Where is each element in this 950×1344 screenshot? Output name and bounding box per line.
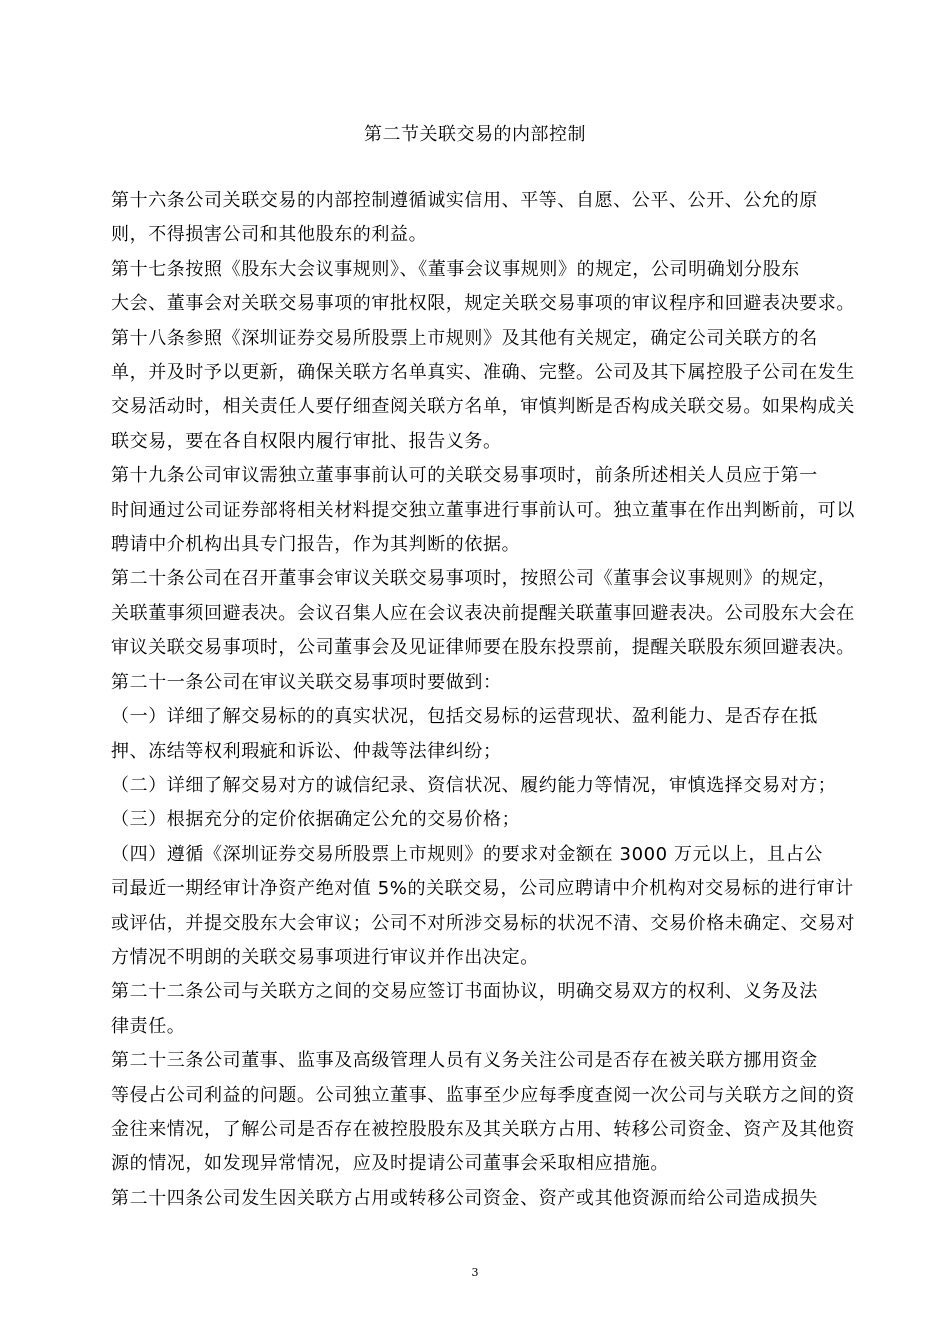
paragraph-first-line: 第二十二条公司与关联方之间的交易应签订书面协议，明确交易双方的权利、义务及法 — [111, 981, 818, 1003]
paragraph — [111, 1182, 887, 1216]
paragraph-line: 大会、董事会对关联交易事项的审批权限，规定关联交易事项的审议程序和回避表决要求。 — [111, 293, 855, 315]
section-title: 第二节关联交易的内部控制 — [364, 124, 586, 145]
paragraph-line: 等侵占公司利益的问题。公司独立董事、监事至少应每季度查阅一次公司与关联方之间的资 — [111, 1084, 855, 1106]
paragraph — [111, 184, 887, 253]
paragraph — [111, 769, 887, 803]
paragraph-first-line: 第十七条按照《股东大会议事规则》、《董事会议事规则》的规定，公司明确划分股东 — [111, 258, 800, 280]
paragraph — [111, 322, 887, 460]
paragraph-first-line: 第十九条公司审议需独立董事事前认可的关联交易事项时，前条所述相关人员应于第一 — [111, 465, 818, 487]
paragraph-line: 关联董事须回避表决。会议召集人应在会议表决前提醒关联董事回避表决。公司股东大会在 — [111, 602, 855, 624]
paragraph — [111, 803, 887, 837]
paragraph-line: 方情况不明朗的关联交易事项进行审议并作出决定。 — [111, 946, 539, 968]
paragraph-first-line: （三）根据充分的定价依据确定公允的交易价格； — [111, 809, 521, 831]
paragraph — [111, 666, 887, 700]
paragraph-first-line: （四）遵循《深圳证券交易所股票上市规则》的要求对金额在 3000 万元以上，且占公 — [111, 843, 823, 865]
paragraph-first-line: 第二十条公司在召开董事会审议关联交易事项时，按照公司《董事会议事规则》的规定， — [111, 568, 837, 590]
paragraph-line: 审议关联交易事项时，公司董事会及见证律师要在股东投票前，提醒关联股东须回避表决。 — [111, 637, 855, 659]
paragraph-first-line: 第十八条参照《深圳证券交易所股票上市规则》及其他有关规定，确定公司关联方的名 — [111, 327, 818, 349]
paragraph-line: 源的情况，如发现异常情况，应及时提请公司董事会采取相应措施。 — [111, 1153, 669, 1175]
paragraph-first-line: （一）详细了解交易标的的真实状况，包括交易标的运营现状、盈利能力、是否存在抵 — [111, 706, 818, 728]
paragraph-line: 交易活动时，相关责任人要仔细查阅关联方名单，审慎判断是否构成关联交易。如果构成关 — [111, 396, 855, 418]
paragraph — [111, 562, 887, 665]
paragraph-line: 聘请中介机构出具专门报告，作为其判断的依据。 — [111, 534, 521, 556]
paragraph — [111, 459, 887, 562]
paragraph-line: 律责任。 — [111, 1015, 186, 1037]
paragraph-first-line: 第二十三条公司董事、监事及高级管理人员有义务关注公司是否存在被关联方挪用资金 — [111, 1050, 818, 1072]
paragraph — [111, 1044, 887, 1182]
paragraph — [111, 253, 887, 322]
paragraph-first-line: 第十六条公司关联交易的内部控制遵循诚实信用、平等、自愿、公平、公开、公允的原 — [111, 190, 818, 211]
paragraph-line: 司最近一期经审计净资产绝对值 5%的关联交易，公司应聘请中介机构对交易标的进行审计 — [111, 878, 854, 900]
paragraph-first-line: 第二十四条公司发生因关联方占用或转移公司资金、资产或其他资源而给公司造成损失 — [111, 1187, 818, 1209]
page-number: 3 — [471, 1266, 479, 1279]
paragraph-line: 押、冻结等权利瑕疵和诉讼、仲裁等法律纠纷； — [111, 740, 502, 762]
paragraph-line: 时间通过公司证券部将相关材料提交独立董事进行事前认可。独立董事在作出判断前，可以 — [111, 499, 855, 521]
paragraph — [111, 700, 887, 769]
paragraph-line: 金往来情况，了解公司是否存在被控股股东及其关联方占用、转移公司资金、资产及其他资 — [111, 1118, 855, 1140]
paragraph — [111, 975, 887, 1044]
paragraph — [111, 838, 887, 976]
document-body — [111, 184, 887, 1216]
paragraph-line: 单，并及时予以更新，确保关联方名单真实、准确、完整。公司及其下属控股子公司在发生 — [111, 362, 855, 384]
paragraph-first-line: （二）详细了解交易对方的诚信纪录、资信状况、履约能力等情况，审慎选择交易对方； — [111, 774, 837, 796]
paragraph-line: 或评估，并提交股东大会审议；公司不对所涉交易标的状况不清、交易价格未确定、交易对 — [111, 912, 855, 934]
paragraph-line: 联交易，要在各自权限内履行审批、报告义务。 — [111, 430, 502, 452]
paragraph-line: 则，不得损害公司和其他股东的利益。 — [111, 224, 428, 246]
paragraph-first-line: 第二十一条公司在审议关联交易事项时要做到： — [111, 671, 502, 693]
